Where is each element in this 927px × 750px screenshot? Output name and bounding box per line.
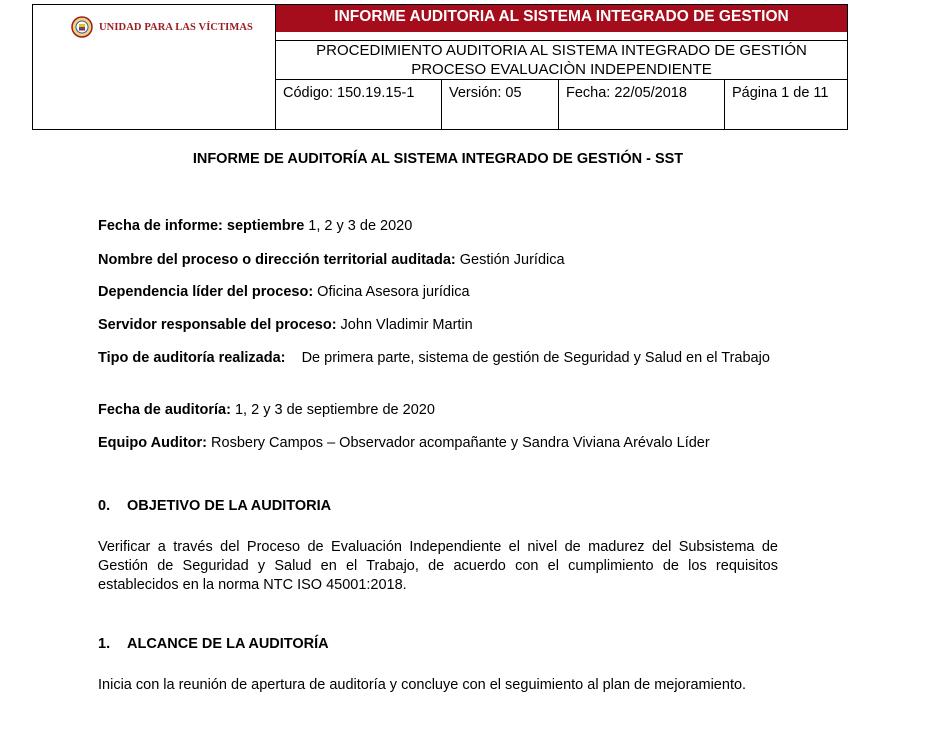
document-date: Fecha: 22/05/2018 [559,80,725,129]
section-text-scope: Inicia con la reunión de apertura de auditoría y concluye con el seguimiento al plan de mejoramiento. [98,677,747,693]
section-heading-scope [98,636,329,652]
report-title-band: INFORME AUDITORIA AL SISTEMA INTEGRADO DE GESTION [276,5,847,32]
document-meta-row [276,79,847,129]
process-name: PROCESO EVALUACIÒN INDEPENDIENTE [411,61,712,78]
document-title: INFORME DE AUDITORÍA AL SISTEMA INTEGRADO DE GESTIÓN - SST [192,151,684,167]
field-label: Dependencia líder del proceso: [98,284,314,300]
document-version: Versión: 05 [442,80,559,129]
field-label: Equipo Auditor: [98,435,207,451]
coat-of-arms-icon [71,16,93,38]
field-label: Fecha de auditoría: [98,402,231,418]
field-value: De primera parte, sistema de gestión de Seguridad y Salud en el Trabajo [285,350,770,366]
procedure-name: PROCEDIMIENTO AUDITORIA AL SISTEMA INTEGRADO DE GESTIÓN [316,42,807,59]
field-value: Oficina Asesora jurídica [313,284,470,300]
procedure-cell [276,40,847,80]
field-label: Nombre del proceso o dirección territorial auditada: [98,252,456,268]
field-value: 1, 2 y 3 de septiembre de 2020 [230,402,435,418]
document-code: Código: 150.19.15-1 [276,80,442,129]
field-audited-process [98,250,782,270]
section-number: 0. [98,498,111,514]
field-audit-team [98,433,798,453]
logo [71,16,253,38]
logo-cell [33,5,276,129]
document-header [32,4,848,130]
field-value: Gestión Jurídica [455,252,565,268]
logo-text: UNIDAD PARA LAS VÍCTIMAS [99,21,253,33]
field-label: Tipo de auditoría realizada: [98,350,286,366]
field-value: Rosbery Campos – Observador acompañante y Sandra Viviana Arévalo Líder [207,435,710,451]
page-number: Página 1 de 11 [732,85,829,101]
section-title: OBJETIVO DE LA AUDITORIA [127,498,332,514]
section-heading-objective [98,498,331,514]
field-label: Servidor responsable del proceso: [98,317,337,333]
field-value: 1, 2 y 3 de 2020 [304,218,413,234]
field-audit-type [98,348,782,368]
field-audit-date [98,400,782,420]
field-label: Fecha de informe: septiembre [98,218,305,234]
field-value: John Vladimir Martin [336,317,473,333]
field-lead-office [98,282,782,302]
section-number: 1. [98,636,111,652]
section-title: ALCANCE DE LA AUDITORÍA [127,636,329,652]
field-responsible-servant [98,315,782,335]
section-text-objective: Verificar a través del Proceso de Evaluación Independiente el nivel de madurez del Subsistema de Gestión de Seguridad y Salud en el Trabajo, de acuerdo con el cumplimiento de los requisitos establecidos en la norma NTC ISO 45001:2018. [98,539,778,593]
field-report-date [98,216,782,236]
